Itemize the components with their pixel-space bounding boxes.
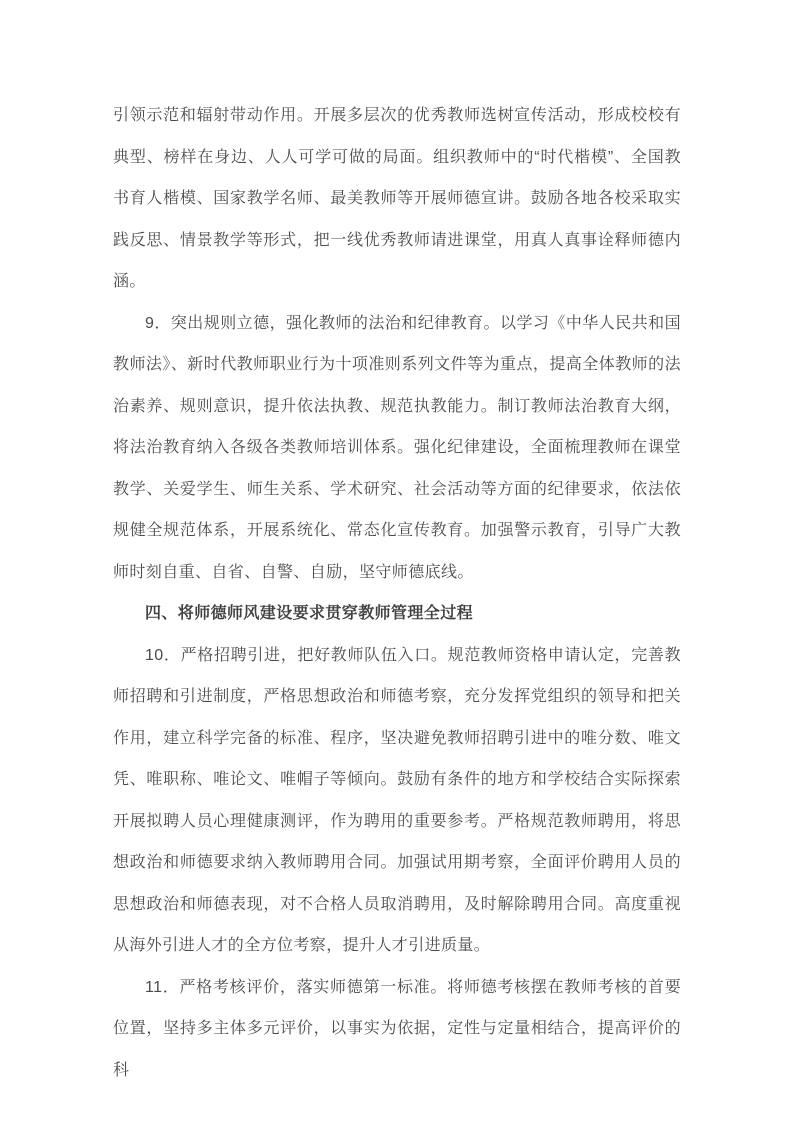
paragraph-item-9: 9．突出规则立德，强化教师的法治和纪律教育。以学习《中华人民共和国教师法》、新时代教师职业行为十项准则系列文件等为重点，提高全体教师的法治素养、规则意识，提升依法执教、规范执教能力。制订教师法治教育大纲，将法治教育纳入各级各类教师培训体系。强化纪律建设，全面梳理教师在课堂教学、关爱学生、师生关系、学术研究、社会活动等方面的纪律要求，依法依规健全规范体系，开展系统化、常态化宣传教育。加强警示教育，引导广大教师时刻自重、自省、自警、自励，坚守师德底线。	[113, 314, 681, 581]
section-heading-4: 四、将师德师风建设要求贯穿教师管理全过程	[145, 605, 474, 622]
paragraph-item-11: 11．严格考核评价，落实师德第一标准。将师德考核摆在教师考核的首要位置，坚持多主体多元评价，以事实为依据，定性与定量相结合，提高评价的科	[113, 978, 681, 1079]
paragraph-continuation: 引领示范和辐射带动作用。开展多层次的优秀教师选树宣传活动，形成校校有典型、榜样在身边、人人可学可做的局面。组织教师中的“时代楷模”、全国教书育人楷模、国家教学名师、最美教师等开展师德宣讲。鼓励各地各校采取实践反思、情景教学等形式，把一线优秀教师请进课堂，用真人真事诠释师德内涵。	[113, 107, 681, 290]
paragraph-item-10: 10．严格招聘引进，把好教师队伍入口。规范教师资格申请认定，完善教师招聘和引进制度，严格思想政治和师德考察，充分发挥党组织的领导和把关作用，建立科学完备的标准、程序，坚决避免教师招聘引进中的唯分数、唯文凭、唯职称、唯论文、唯帽子等倾向。鼓励有条件的地方和学校结合实际探索开展拟聘人员心理健康测评，作为聘用的重要参考。严格规范教师聘用，将思想政治和师德要求纳入教师聘用合同。加强试用期考察，全面评价聘用人员的思想政治和师德表现，对不合格人员取消聘用，及时解除聘用合同。高度重视从海外引进人才的全方位考察，提升人才引进质量。	[113, 646, 681, 954]
